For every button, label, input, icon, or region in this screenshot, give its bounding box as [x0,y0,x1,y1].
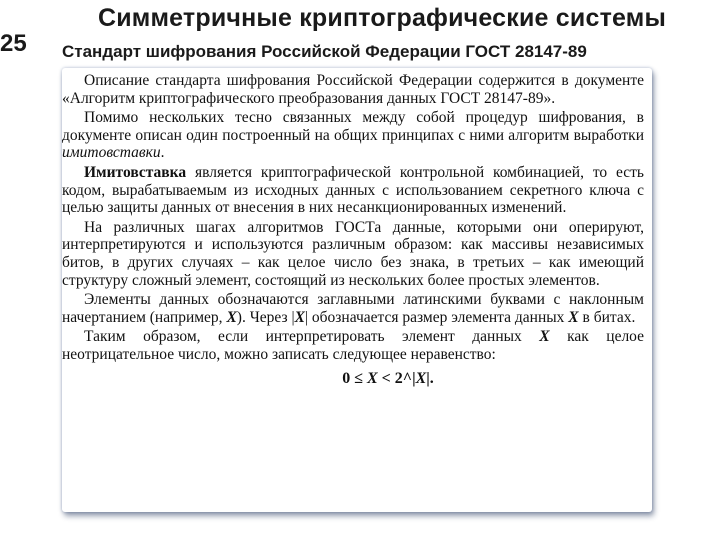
slide-title: Симметричные криптографические системы [97,4,667,32]
paragraph-interpretation: На различных шагах алгоритмов ГОСТа данные, которыми они оперируют, интерпретируются и используются различным образом: как массивы независимых битов, в других случаях – как целое число без знака, в третьих – как имеющий структуру сложный элемент, состоящий из нескольких более простых элементов. [62,218,644,289]
notation-part-d: в битах. [578,308,636,326]
variable-x: X [294,308,305,326]
notation-part-c: | обозначается размер элемента данных [304,308,569,326]
formula-variable-x: X [415,369,427,387]
notation-part-a: Элементы данных обозначаются заглавными латинскими буквами с наклонным начертанием (например, [62,291,644,326]
paragraph-description: Описание стандарта шифрования Российской Федерации содержится в документе «Алгоритм криптографического преобразования данных ГОСТ 28147-89». [62,72,644,107]
formula-le-sign: ≤ [354,369,363,387]
slide-subtitle: Стандарт шифрования Российской Федерации ГОСТ 28147-89 [62,42,587,61]
formula-zero: 0 [342,369,355,387]
formula-variable-x: X [362,369,378,387]
variable-x: X [568,308,579,326]
paragraph-inequality [62,328,644,363]
formula-bound: < 2^| [377,369,416,387]
variable-x: X [226,308,237,326]
formula [62,370,644,388]
paragraph-procedures-text: Помимо нескольких тесно связанных между собой процедур шифрования, в документе описан один построенный на общих принципах с ними алгоритм выработки [62,109,644,144]
inequality-part-b: как целое неотрицательное число, можно записать следующее неравенство: [62,328,644,363]
paragraph-procedures [62,109,644,162]
term-imitovstavka: имитовставки [62,144,161,162]
paragraph-definition-text: является криптографической контрольной комбинацией, то есть кодом, вырабатываемым из исходных данных с использованием секретного ключа с целью защиты данных от внесения в них несанкционированных изменений. [62,163,644,217]
slide-number: 25 [0,30,27,57]
panel-body [62,72,644,389]
notation-part-b: ). Через | [236,308,295,326]
paragraph-notation [62,291,644,326]
term-imitovstavka-bold: Имитовставка [84,163,187,181]
paragraph-definition [62,164,644,217]
inequality-part-a: Таким образом, если интерпретировать элемент данных [84,328,540,346]
variable-x: X [539,328,550,346]
formula-end: |. [426,369,434,387]
paragraph-procedures-end: . [160,144,165,162]
